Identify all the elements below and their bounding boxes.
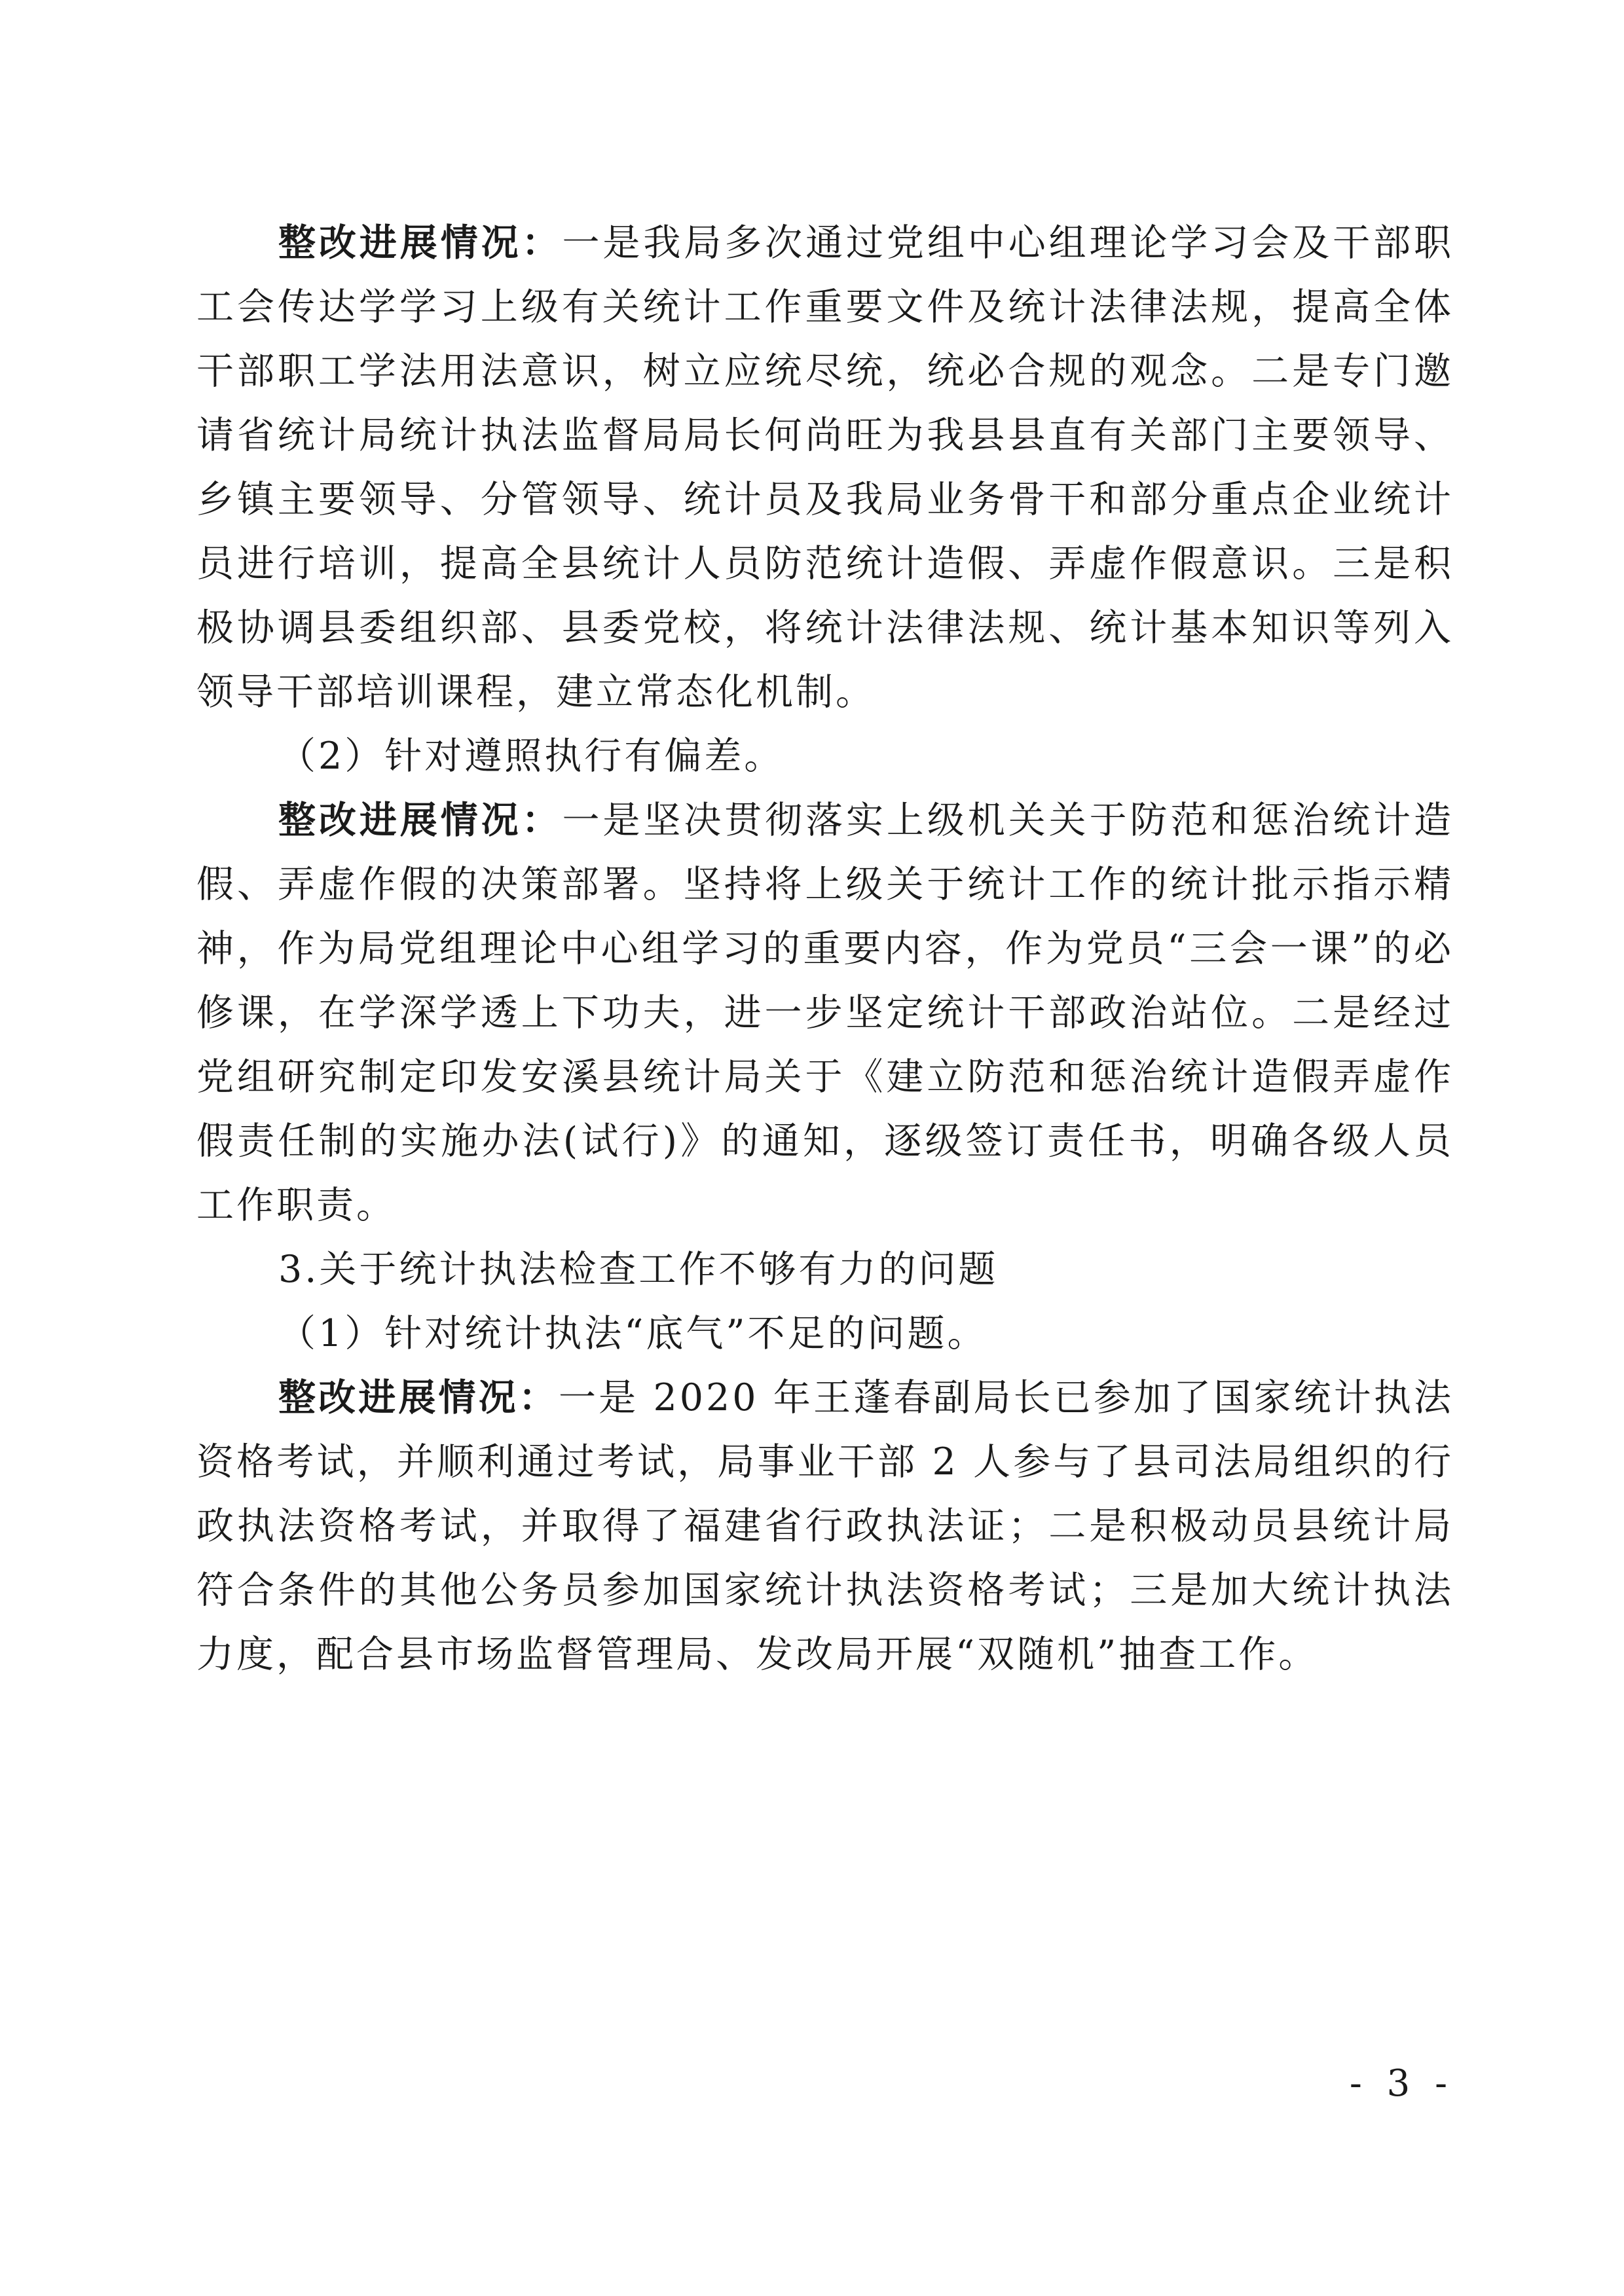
- paragraph-lead-label: 整改进展情况：: [278, 221, 563, 264]
- paragraph-rectification-progress-3: [196, 1366, 1454, 1686]
- paragraph-text: 一是我局多次通过党组中心组理论学习会及干部职工会传达学学习上级有关统计工作重要文件及统计法律法规，提高全体干部职工学法用法意识，树立应统尽统，统必合规的观念。二是专门邀请省统计局统计执法监督局局长何尚旺为我县县直有关部门主要领导、乡镇主要领导、分管领导、统计员及我局业务骨干和部分重点企业统计员进行培训，提高全县统计人员防范统计造假、弄虚作假意识。三是积极协调县委组织部、县委党校，将统计法律法规、统计基本知识等列入领导干部培训课程，建立常态化机制。: [196, 221, 1454, 714]
- page-number: - 3 -: [1349, 2062, 1454, 2105]
- paragraph-text: 一是坚决贯彻落实上级机关关于防范和惩治统计造假、弄虚作假的决策部署。坚持将上级关于统计工作的统计批示指示精神，作为局党组理论中心组学习的重要内容，作为党员“三会一课”的必修课，在学深学透上下功夫，进一步坚定统计干部政治站位。二是经过党组研究制定印发安溪县统计局关于《建立防范和惩治统计造假弄虚作假责任制的实施办法(试行)》的通知，逐级签订责任书，明确各级人员工作职责。: [196, 799, 1454, 1227]
- paragraph-lead-label: 整改进展情况：: [278, 1376, 559, 1419]
- paragraph-rectification-progress-2: [196, 788, 1454, 1237]
- subheading-enforcement-confidence: （1）针对统计执法“底气”不足的问题。: [278, 1312, 987, 1355]
- section-heading-enforcement: 3.关于统计执法检查工作不够有力的问题: [278, 1248, 999, 1291]
- paragraph-text: 一是 2020 年王蓬春副局长已参加了国家统计执法资格考试，并顺利通过考试，局事业干部 2 人参与了县司法局组织的行政执法资格考试，并取得了福建省行政执法证；二是积极动员县统计局符合条件的其他公务员参加国家统计执法资格考试；三是加大统计执法力度，配合县市场监督管理局、发改局开展“双随机”抽查工作。: [196, 1376, 1454, 1676]
- document-body: [196, 211, 1454, 1686]
- subheading-execution-deviation: （2）针对遵照执行有偏差。: [278, 735, 784, 778]
- paragraph-lead-label: 整改进展情况：: [278, 798, 563, 842]
- paragraph-rectification-progress-1: [196, 211, 1454, 724]
